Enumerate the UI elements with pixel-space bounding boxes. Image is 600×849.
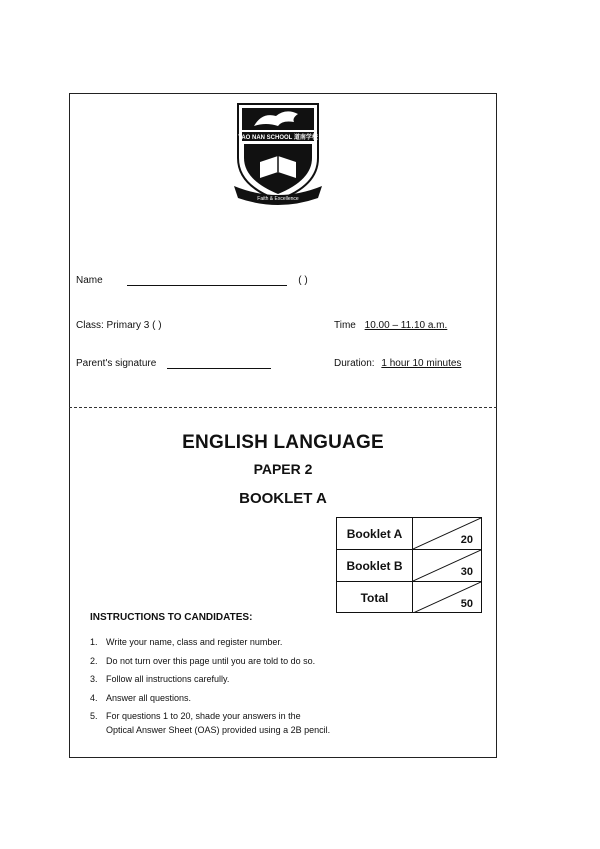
duration-label: Duration:: [334, 358, 375, 369]
instructions-list: [90, 633, 315, 726]
instruction-number: 4.: [90, 692, 98, 703]
parent-signature-line[interactable]: [167, 368, 271, 369]
instruction-item: [90, 689, 315, 708]
instructions-heading: INSTRUCTIONS TO CANDIDATES:: [90, 612, 253, 623]
instruction-text: For questions 1 to 20, shade your answers in the: [106, 711, 301, 721]
score-row-booklet-a: [337, 518, 481, 549]
score-max: 50: [460, 598, 473, 610]
score-cell: [413, 550, 481, 581]
instruction-number: 5.: [90, 711, 98, 721]
name-input-line[interactable]: [127, 285, 287, 286]
score-row-booklet-b: [337, 549, 481, 581]
section-divider: [69, 407, 497, 408]
svg-text:Faith & Excellence: Faith & Excellence: [257, 196, 299, 202]
score-max: 20: [460, 534, 473, 546]
time-field: [334, 320, 447, 331]
duration-value: 1 hour 10 minutes: [381, 358, 462, 369]
score-row-total: [337, 581, 481, 613]
class-field: Class: Primary 3 ( ): [76, 320, 162, 331]
instruction-text: Follow all instructions carefully.: [106, 674, 230, 684]
instruction-item: [90, 633, 315, 652]
score-cell: [413, 582, 481, 613]
school-crest-logo: [232, 100, 324, 208]
instruction-number: 3.: [90, 674, 98, 684]
time-value: 10.00 – 11.10 a.m.: [364, 320, 448, 331]
name-field: [76, 275, 308, 286]
score-label: Booklet A: [337, 518, 413, 549]
instruction-text: Answer all questions.: [106, 692, 192, 703]
instruction-text: Write your name, class and register number.: [106, 637, 283, 647]
score-label: Booklet B: [337, 550, 413, 581]
time-label: Time: [334, 320, 356, 331]
paper-title: PAPER 2: [253, 461, 313, 477]
index-parens: ( ): [298, 275, 308, 286]
duration-field: [334, 358, 461, 369]
parent-signature-field: [76, 358, 271, 369]
instruction-number: 2.: [90, 655, 98, 666]
instruction-item: [90, 652, 315, 671]
parent-signature-label: Parent's signature: [76, 358, 157, 369]
subject-title: ENGLISH LANGUAGE: [182, 432, 384, 453]
score-table: [336, 517, 482, 613]
svg-text:TAO NAN SCHOOL 道南学校: TAO NAN SCHOOL 道南学校: [238, 135, 318, 141]
name-label: Name: [76, 275, 103, 286]
booklet-title: BOOKLET A: [239, 490, 327, 507]
score-max: 30: [460, 566, 473, 578]
instruction-text: Do not turn over this page until you are told to do so.: [106, 655, 316, 666]
score-cell: [413, 518, 481, 549]
instruction-continuation: Optical Answer Sheet (OAS) provided using a 2B pencil.: [106, 725, 331, 735]
instruction-item: [90, 707, 315, 726]
instruction-number: 1.: [90, 637, 98, 647]
instruction-item: [90, 670, 315, 689]
score-label: Total: [337, 582, 413, 613]
